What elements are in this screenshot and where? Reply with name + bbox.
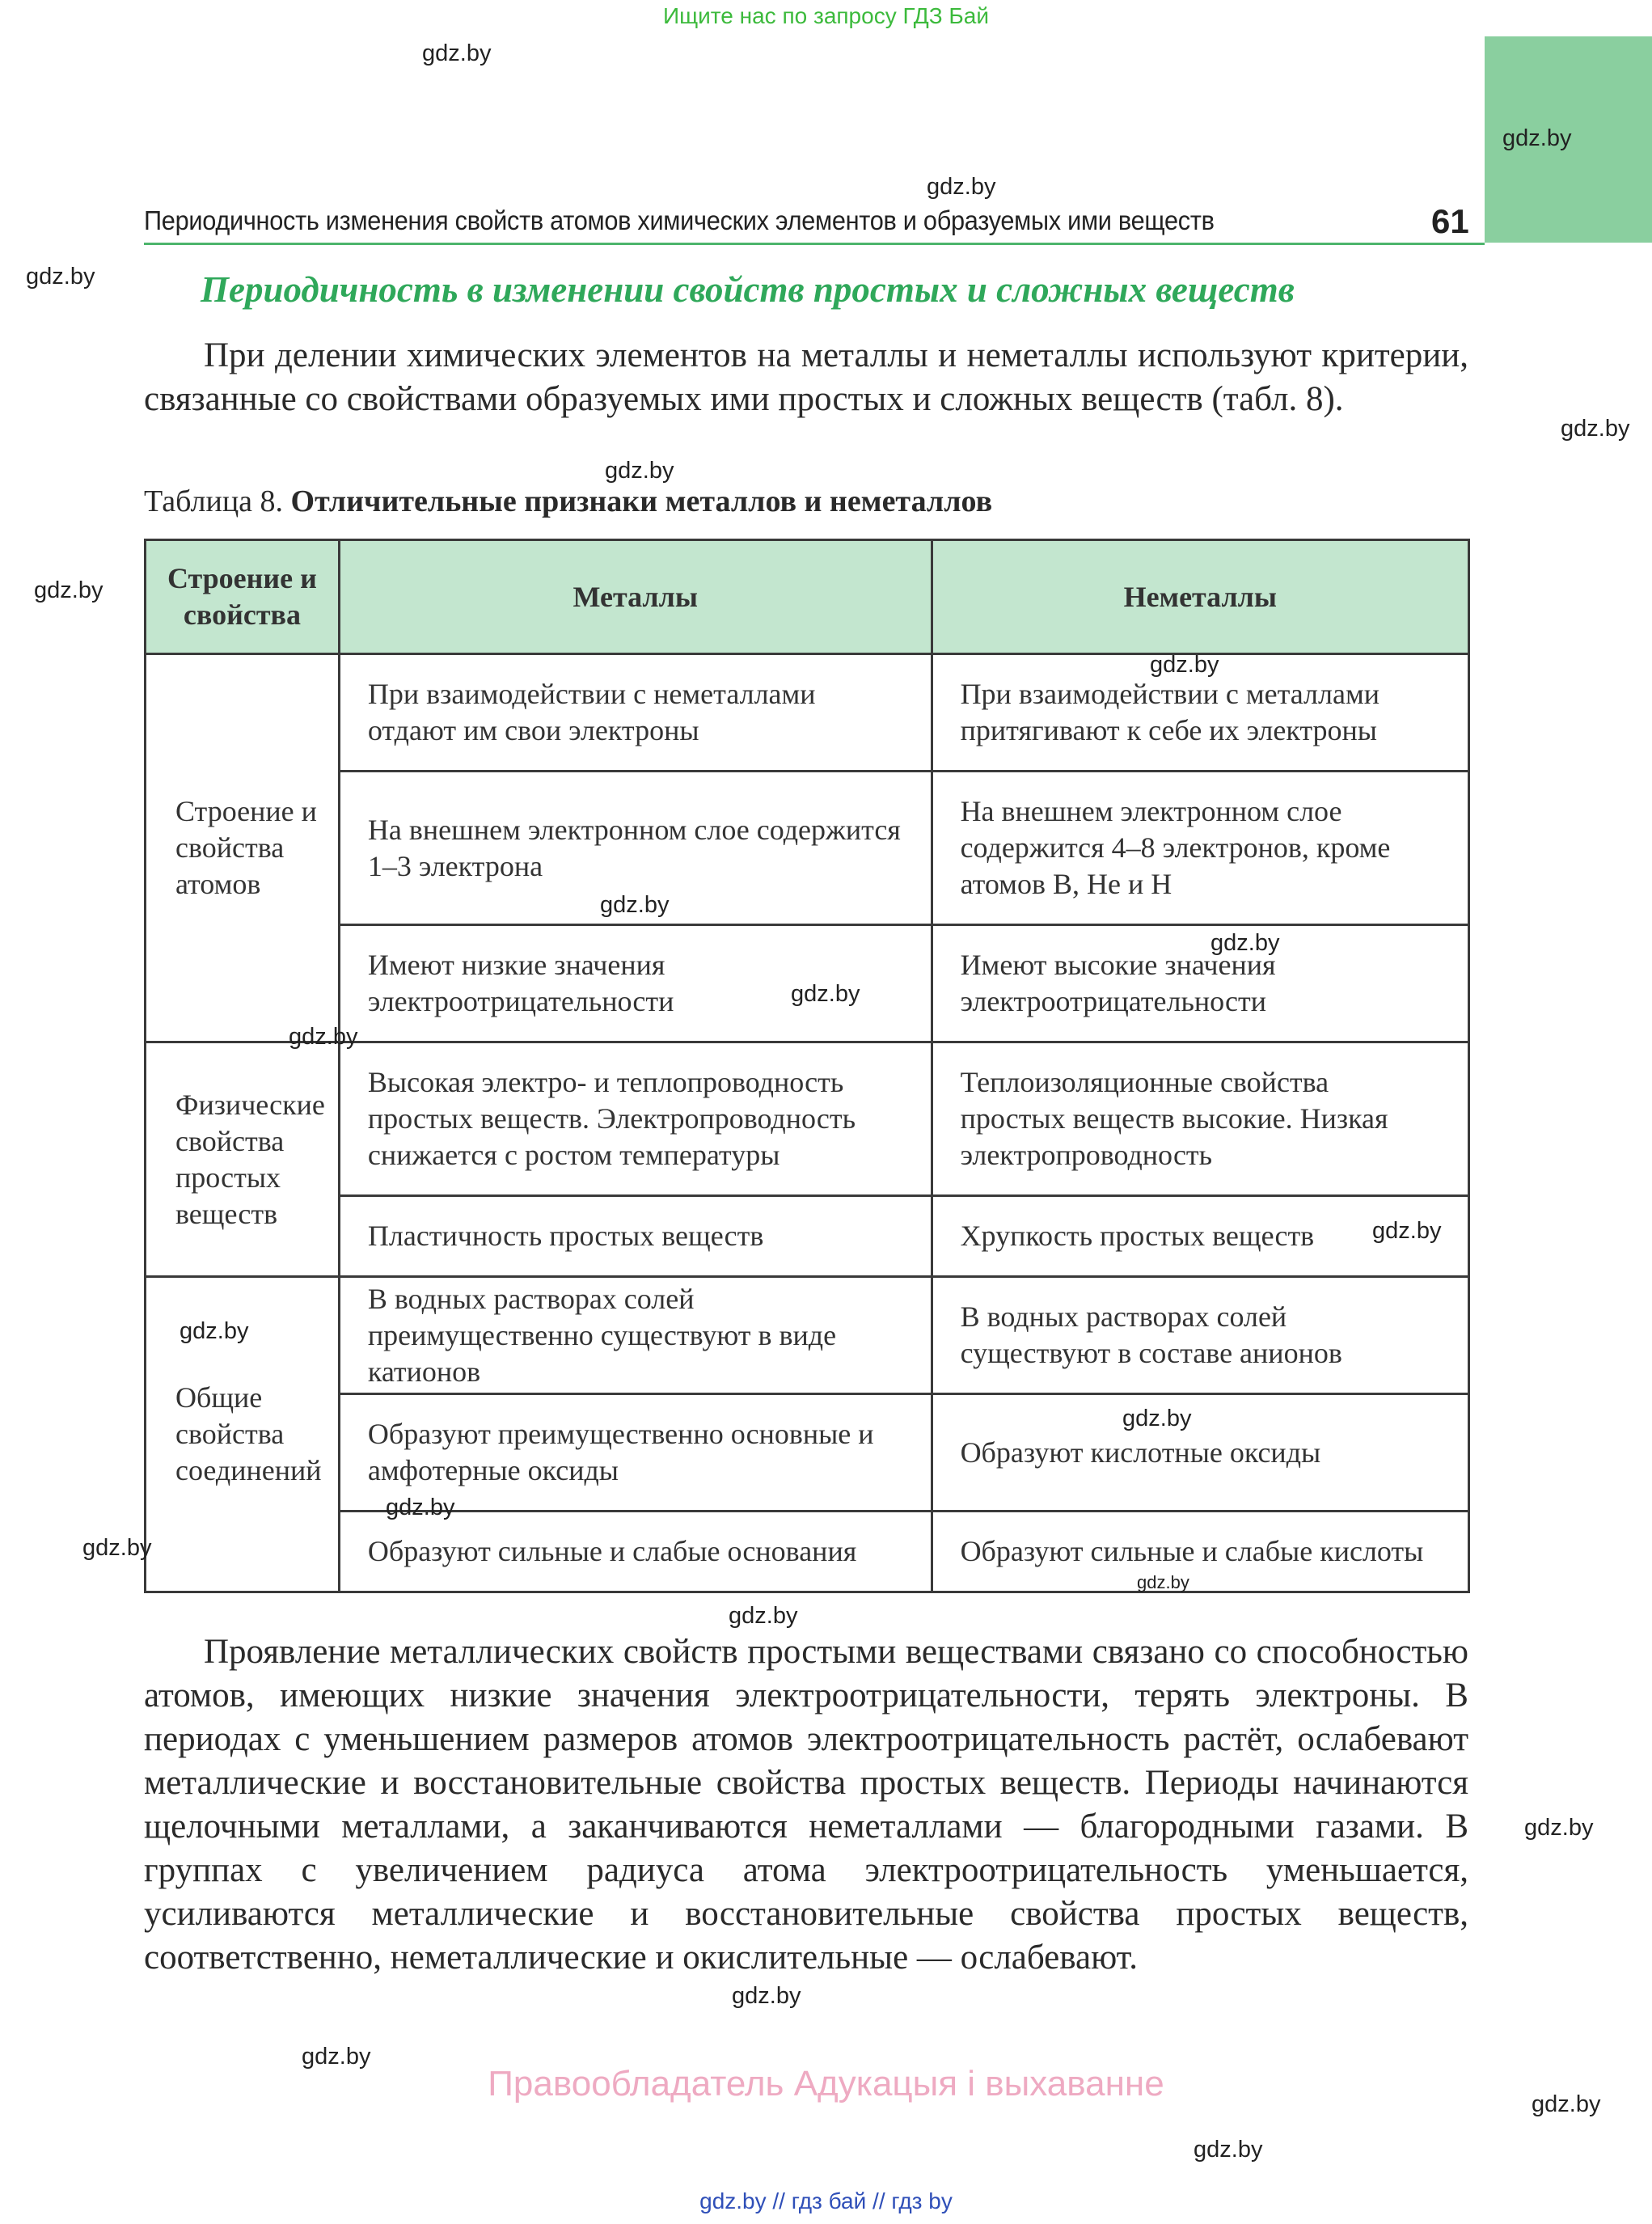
- nonmetal-cell: На внешнем электронном слое содержится 4–8 электронов, кроме атомов В, Не и Н: [932, 772, 1468, 925]
- table-row: [146, 654, 1469, 772]
- table-caption-prefix: Таблица 8.: [144, 484, 284, 518]
- watermark: gdz.by: [1524, 1815, 1594, 1841]
- metal-cell: В водных растворах солей преимущественно существуют в виде катионов: [339, 1277, 932, 1394]
- watermark: gdz.by: [1532, 2091, 1601, 2117]
- watermark: gdz.by: [289, 1024, 358, 1050]
- footer-links[interactable]: gdz.by // гдз бай // гдз by: [699, 2188, 953, 2213]
- watermark: gdz.by: [605, 458, 674, 484]
- outro-paragraph: Проявление металлических свойств простыми веществами связано со способностью атомов, имеющих низкие значения электроотрицательности, терять электроны. В периодах с уменьшением размеров атомов электроотрицательность растёт, ослабевают металлические и восстановительные свойства простых веществ. Периоды начинаются щелочными металлами, а заканчиваются неметаллами — благородными газами. В группах с увеличением радиуса атома электроотрицательность уменьшается, усиливаются металлические и восстановительные свойства простых веществ, соответственно, неметаллические и окислительные — ослабевают.: [144, 1633, 1468, 1977]
- nonmetal-cell: Имеют высокие значения электроотрицательности: [932, 925, 1468, 1042]
- watermark: gdz.by: [732, 1983, 801, 2009]
- group-label-physical: Физические свойства простых веществ: [146, 1042, 340, 1277]
- header-metals: Металлы: [339, 540, 932, 654]
- watermark: gdz.by: [386, 1495, 455, 1520]
- table-row: [146, 1042, 1469, 1196]
- header-nonmetals: Неметаллы: [932, 540, 1468, 654]
- table-row: [146, 1394, 1469, 1512]
- table-row: [146, 1277, 1469, 1394]
- nonmetal-cell: Образуют кислотные оксиды: [932, 1394, 1468, 1512]
- header-rule: [144, 243, 1485, 245]
- metal-cell: Образуют сильные и слабые основания: [339, 1512, 932, 1592]
- watermark: gdz.by: [927, 174, 996, 200]
- watermark: gdz.by: [180, 1318, 249, 1344]
- comparison-table: [144, 539, 1470, 1593]
- nonmetal-cell: В водных растворах солей существуют в составе анионов: [932, 1277, 1468, 1394]
- table-row: [146, 772, 1469, 925]
- top-banner: Ищите нас по запросу ГДЗ Бай: [662, 3, 990, 28]
- running-header: Периодичность изменения свойств атомов химических элементов и образуемых ими веществ: [144, 205, 1215, 235]
- watermark: gdz.by: [1122, 1406, 1192, 1431]
- watermark: gdz.by: [1502, 125, 1572, 151]
- nonmetal-cell: Хрупкость простых веществ: [932, 1196, 1468, 1277]
- watermark: gdz.by: [1137, 1572, 1189, 1592]
- metal-cell: Высокая электро- и теплопроводность простых веществ. Электропроводность снижается с ростом температуры: [339, 1042, 932, 1196]
- table-row: [146, 1512, 1469, 1592]
- watermark: gdz.by: [791, 981, 860, 1007]
- nonmetal-cell: Образуют сильные и слабые кислоты: [932, 1512, 1468, 1592]
- watermark: gdz.by: [302, 2044, 371, 2070]
- metal-cell: На внешнем электронном слое содержится 1–3 электрона: [339, 772, 932, 925]
- watermark: gdz.by: [82, 1535, 152, 1561]
- metal-cell: При взаимодействии с неметаллами отдают им свои электроны: [339, 654, 932, 772]
- watermark: gdz.by: [1150, 652, 1219, 678]
- group-label-compounds: Общие свойства соединений: [146, 1277, 340, 1592]
- table-caption-title: Отличительные признаки металлов и неметаллов: [290, 484, 993, 518]
- watermark: gdz.by: [422, 40, 492, 66]
- watermark: gdz.by: [1372, 1218, 1442, 1244]
- group-label-atoms: Строение и свойства атомов: [146, 654, 340, 1042]
- watermark: gdz.by: [34, 577, 104, 603]
- table-header-row: [146, 540, 1469, 654]
- watermark: gdz.by: [600, 892, 670, 918]
- watermark: gdz.by: [729, 1603, 798, 1629]
- metal-cell: Пластичность простых веществ: [339, 1196, 932, 1277]
- nonmetal-cell: Теплоизоляционные свойства простых веществ высокие. Низкая электропроводность: [932, 1042, 1468, 1196]
- copyright-notice: Правообладатель Адукацыя і выхаванне: [488, 2064, 1164, 2103]
- watermark: gdz.by: [1210, 930, 1280, 956]
- watermark: gdz.by: [26, 264, 95, 290]
- watermark: gdz.by: [1561, 416, 1630, 442]
- metal-cell: Имеют низкие значения электроотрицательности: [339, 925, 932, 1042]
- table-caption: [144, 484, 992, 519]
- nonmetal-cell: При взаимодействии с металлами притягивают к себе их электроны: [932, 654, 1468, 772]
- metal-cell: Образуют преимущественно основные и амфотерные оксиды: [339, 1394, 932, 1512]
- intro-paragraph: При делении химических элементов на металлы и неметаллы используют критерии, связанные со свойствами образуемых ими простых и сложных веществ (табл. 8).: [144, 336, 1468, 418]
- table-row: [146, 1196, 1469, 1277]
- page-number: 61: [1431, 202, 1469, 240]
- section-title: Периодичность в изменении свойств простых и сложных веществ: [201, 269, 1295, 310]
- header-structure: Строение и свойства: [146, 540, 340, 654]
- watermark: gdz.by: [1194, 2137, 1263, 2163]
